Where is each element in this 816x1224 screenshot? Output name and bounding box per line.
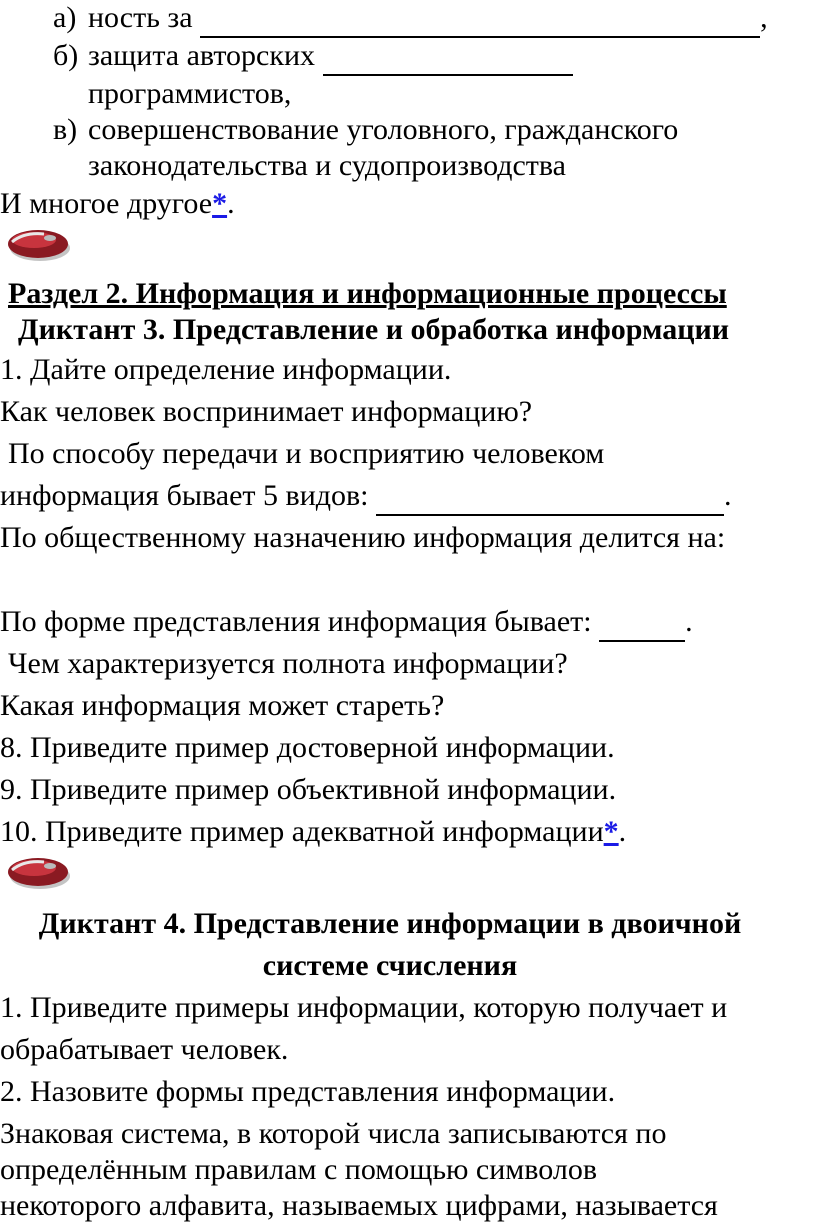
list-item-continuation: программистов, [88,77,292,110]
dictation-3-line-6: По форме представления информация бывает: . [0,604,693,642]
list-marker: б) [53,39,79,72]
dictation-3-line-7: Чем характеризуется полнота информации? [8,647,568,680]
dictation-3-line-1: 1. Дайте определение информации. [0,353,452,386]
blank-line [323,38,573,76]
line-text: информация бывает 5 видов: [0,479,369,512]
dictation-3-line-4: информация бывает 5 видов: . [0,478,732,516]
line-text: 10. Приведите пример адекватной информации [0,815,604,848]
dictation-3-line-5: По общественному назначению информация делится на: [0,521,726,554]
dictation-4-line-1: 1. Приведите примеры информации, которую получает и [0,991,728,1024]
list-item-continuation: законодательства и судопроизводства [88,149,566,182]
dictation-3-title: Диктант 3. Представление и обработка информации [18,313,730,346]
blank-line [599,604,685,642]
dictation-3-line-10: 9. Приведите пример объективной информации. [0,773,617,806]
dictation-3-line-2: Как человек воспринимает информацию? [0,395,533,428]
dictation-3-line-9: 8. Приведите пример достоверной информации. [0,731,615,764]
dictation-3-line-8: Какая информация может стареть? [0,689,445,722]
more-line [0,186,235,222]
blank-line [376,478,724,516]
computer-mouse-icon [4,852,72,892]
dictation-4-title: Диктант 4. Представление информации в двоичной [38,907,742,940]
dictation-4-title-cont: системе счисления [262,949,518,982]
footnote-link[interactable]: * [603,815,619,848]
list-marker: а) [53,1,77,34]
dictation-4-line-2: обрабатывает человек. [0,1033,289,1066]
computer-mouse-icon [4,224,72,264]
dictation-4-line-5: определённым правилам с помощью символов [0,1153,597,1186]
more-tail: . [227,187,235,220]
list-item-tail: , [760,1,768,34]
dictation-4-line-6: некоторого алфавита, называемых цифрами, называется [0,1189,718,1222]
dictation-3-line-11 [0,814,626,850]
line-text: По форме представления информация бывает: [0,605,592,638]
footnote-link[interactable]: * [212,187,228,220]
dictation-4-line-3: 2. Назовите формы представления информации. [0,1075,616,1108]
list-item-text: ность за [88,1,193,34]
section-heading: Раздел 2. Информация и информационные процессы [8,277,727,310]
blank-line [200,0,760,38]
dictation-4-line-4: Знаковая система, в которой числа записываются по [0,1117,667,1150]
list-marker: в) [53,113,78,146]
line-tail: . [618,815,627,848]
list-item-text: совершенствование уголовного, гражданского [88,113,679,146]
more-text: И многое другое [0,187,213,220]
dictation-3-line-3: По способу передачи и восприятию человеком [8,437,605,470]
list-item-text: защита авторских [88,39,316,72]
